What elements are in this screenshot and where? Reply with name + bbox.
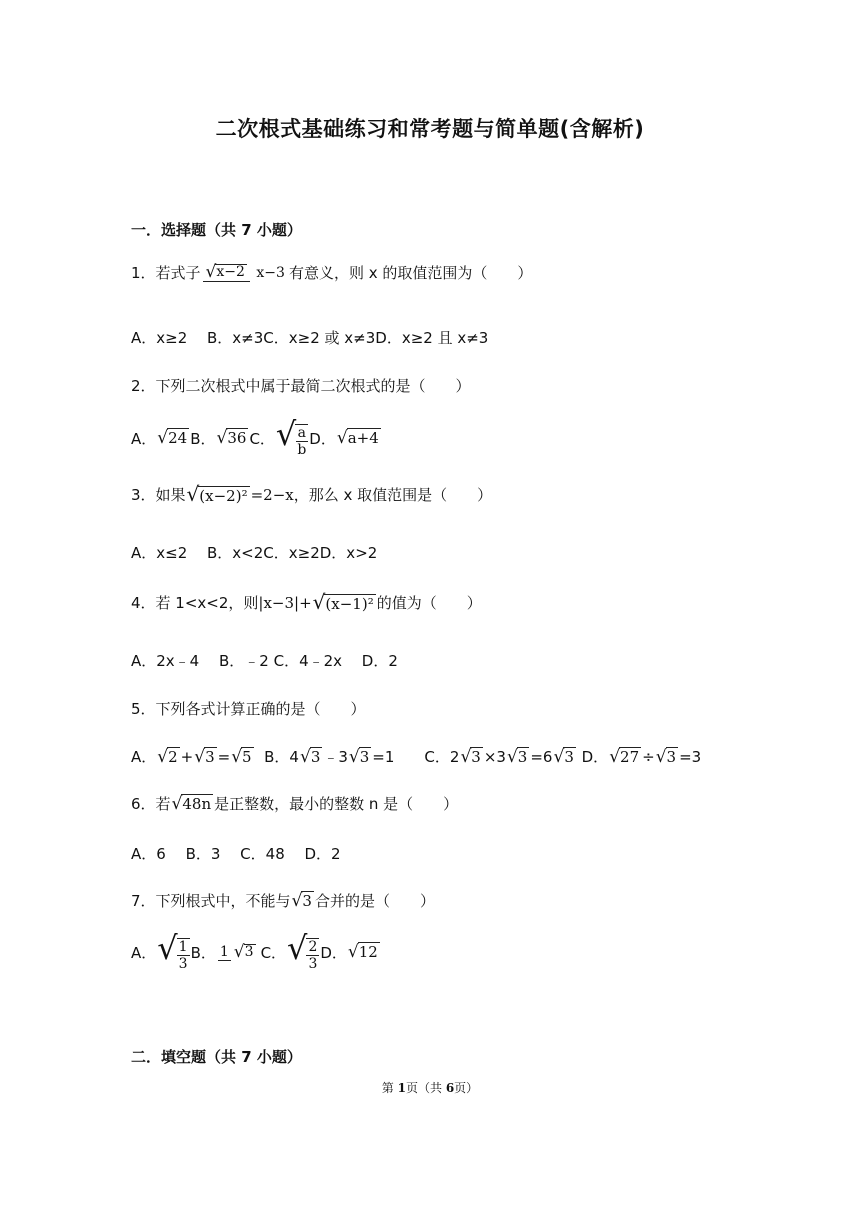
question-4-text: 的值为（ ）	[376, 594, 482, 612]
option-c-denominator: b	[297, 442, 307, 458]
radicand: 3	[564, 747, 574, 766]
radicand: 27	[620, 747, 640, 766]
radicand: 12	[358, 943, 378, 962]
question-1-prefix: 1．若式子	[131, 264, 201, 282]
operator: +	[180, 747, 194, 766]
question-1-text: 有意义，则 x 的取值范围为（ ）	[288, 264, 533, 282]
numerator: 2	[308, 938, 318, 955]
footer-page-number: 1	[397, 1081, 406, 1095]
question-2-options: A． √24 B． √36 C． √ $\frac{a}{b}$ D． √a+4	[131, 415, 379, 458]
question-3-prefix: 3．如果	[131, 486, 186, 504]
option-a-radicand: 24	[168, 429, 188, 448]
question-3-options: A．x≤2 B．x<2C．x≥2D．x>2	[131, 544, 378, 562]
question-6: 6．若 √48n 是正整数，最小的整数 n 是（ ）	[131, 793, 459, 814]
question-6-prefix: 6．若	[131, 795, 171, 813]
question-7-text: 合并的是（ ）	[314, 892, 435, 910]
question-4-absolute: |x−3|+	[258, 593, 312, 612]
question-7-prefix: 7．下列根式中，不能与	[131, 892, 291, 910]
question-7: 7．下列根式中，不能与 √3 合并的是（ ）	[131, 890, 435, 911]
question-3-text: ，那么 x 取值范围是（ ）	[293, 486, 493, 504]
option-b-label: B．4	[254, 748, 299, 766]
question-1	[131, 262, 532, 283]
footer-suffix: 页）	[454, 1081, 479, 1095]
denominator: 3	[244, 943, 254, 960]
option-d-label: D．	[576, 748, 609, 766]
section-heading-fill: 二．填空题（共 7 小题）	[131, 1048, 302, 1066]
question-5: 5．下列各式计算正确的是（ ）	[131, 700, 366, 718]
question-7-options: A． √ $\frac{1}{3}$ B． 1 √ 3 C． √ $\frac{2}{3}$ D． √12	[131, 929, 378, 972]
radicand: 5	[242, 747, 252, 766]
question-6-radicand: 48n	[182, 794, 212, 813]
radicand: 3	[517, 747, 528, 766]
question-4: 4．若 1<x<2，则 |x−3|+ √(x−1)² 的值为（ ）	[131, 590, 482, 614]
operator: ÷	[642, 747, 655, 766]
question-5-options: A． √2 + √3 = √5 B．4 √3 ﹣3 √3 =1 C．2 √3 ×3 √3 =6 √3 D． √27 ÷ √3 =3	[131, 746, 702, 767]
question-2: 2．下列二次根式中属于最简二次根式的是（ ）	[131, 377, 471, 395]
option-c-numerator: a	[297, 424, 306, 441]
section-heading-choice: 一．选择题（共 7 小题）	[131, 221, 302, 239]
option-b-radicand: 36	[227, 429, 247, 448]
question-1-denominator: x−3	[256, 264, 285, 281]
question-1-options: A．x≥2 B．x≠3C．x≥2 或 x≠3D．x≥2 且 x≠3	[131, 329, 489, 347]
radicand: 3	[310, 747, 321, 766]
option-d-label: D．	[309, 429, 336, 448]
operator: ×3	[483, 747, 506, 766]
option-a-label: A．	[131, 429, 157, 448]
footer-prefix: 第	[381, 1081, 398, 1095]
radicand: 3	[471, 747, 481, 766]
question-1-fraction: √ x−2 x−3	[203, 264, 287, 281]
question-3: 3．如果 √(x−2)² =2−x ，那么 x 取值范围是（ ）	[131, 482, 493, 506]
option-b-label: B．	[190, 429, 216, 448]
option-a-label: A．	[131, 748, 157, 766]
question-3-radicand: (x−2)²	[199, 487, 248, 505]
option-d-label: D．	[320, 943, 347, 962]
question-7-radicand: 3	[302, 891, 312, 910]
question-1-numerator: x−2	[216, 264, 245, 280]
footer-middle: 页（共	[405, 1081, 446, 1095]
footer-total-pages: 6	[445, 1081, 455, 1095]
numerator: 1	[178, 938, 188, 955]
operator: =3	[679, 747, 702, 766]
option-c-label: C．	[249, 429, 275, 448]
radicand: 3	[359, 747, 370, 766]
radicand: 3	[205, 747, 215, 766]
numerator: 1	[219, 944, 229, 961]
question-4-options: A．2x﹣4 B．﹣2 C．4﹣2x D．2	[131, 652, 398, 670]
operator: =6	[530, 747, 553, 766]
question-3-equation: =2−x	[250, 485, 294, 504]
question-6-options: A．6 B．3 C．48 D．2	[131, 845, 341, 863]
denominator: 3	[308, 956, 318, 972]
operator: =	[217, 747, 231, 766]
operator: ﹣3	[323, 748, 348, 766]
option-b-label: B．	[190, 943, 216, 962]
document-title: 二次根式基础练习和常考题与简单题(含解析)	[215, 117, 645, 141]
question-4-radicand: (x−1)²	[325, 595, 374, 613]
option-d-radicand: a+4	[347, 429, 379, 448]
radicand: 2	[168, 747, 178, 766]
question-6-text: 是正整数，最小的整数 n 是（ ）	[214, 795, 459, 813]
option-a-label: A．	[131, 943, 157, 962]
option-c-label: =1 C．2	[372, 748, 460, 766]
page-footer	[0, 1079, 860, 1096]
question-4-prefix: 4．若 1<x<2，则	[131, 594, 259, 612]
radicand: 3	[666, 747, 677, 766]
option-c-label: C．	[260, 943, 287, 962]
denominator: 3	[178, 956, 188, 972]
